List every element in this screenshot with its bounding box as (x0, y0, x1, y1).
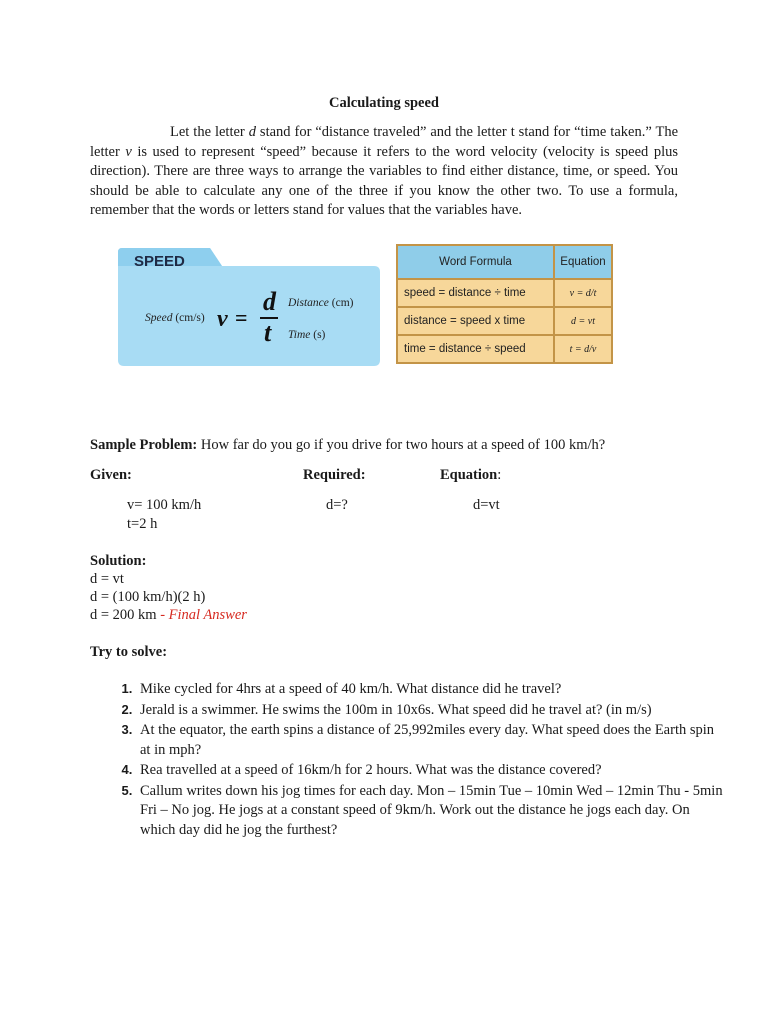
speed-label: Speed (145, 312, 173, 324)
page-title: Calculating speed (329, 95, 439, 111)
symbol-d: d (263, 287, 276, 316)
given-time: t=2 h (127, 516, 158, 532)
table-row (397, 307, 612, 335)
sample-question: How far do you go if you drive for two hours at a speed of 100 km/h? (197, 437, 606, 453)
equation-value: d=vt (473, 497, 500, 513)
required-value: d=? (326, 497, 348, 513)
solution-label: Solution: (90, 553, 147, 569)
card-heading: SPEED (134, 253, 185, 270)
time-unit: (s) (313, 329, 326, 341)
intro-text-1: Let the letter (170, 124, 249, 140)
intro-text-2: stand for “distance traveled” and the letter t stand for “time taken.” The letter (90, 124, 679, 160)
equation-label: Equation (440, 467, 498, 483)
var-v: v (125, 143, 132, 160)
word-formula-cell: distance = speed x time (397, 307, 554, 335)
table-row (397, 279, 612, 307)
equation-colon: : (497, 467, 502, 483)
svg-text:Time (s) (288, 329, 326, 341)
solution-step-3 (90, 607, 247, 624)
svg-text:Speed (cm/s) (145, 312, 205, 324)
speed-formula-card (118, 248, 380, 366)
solution-answer: d = 200 km (90, 607, 161, 623)
equation-heading (440, 467, 501, 484)
list-item: 5. Callum writes down his jog times for each day. Mon – 15min Tue – 10min Wed – 12min Thu - 5min Fri – No jog. He jogs at a constant speed of 9km/h. Work out the distance he jogs each day. On which day did he jog the furthest? (136, 781, 726, 841)
table-row (397, 335, 612, 363)
header-word-formula: Word Formula (397, 245, 554, 279)
word-formula-cell: time = distance ÷ speed (397, 335, 554, 363)
var-d: d (248, 124, 256, 140)
given-velocity: v= 100 km/h (127, 497, 202, 513)
formula-table (396, 244, 613, 364)
equation-cell: v = d/t (554, 279, 612, 307)
intro-text-3: is used to represent “speed” because it refers to the word velocity (velocity is speed plus direction). There are three ways to arrange the variables to find either distance, time, or speed. You should be able to calculate any one of the three if you know the other two. To use a formula, remember that the words or letters stand for values that the variables have. (90, 143, 678, 218)
list-item: 4. Rea travelled at a speed of 16km/h for 2 hours. What was the distance covered? (136, 760, 726, 781)
sample-label: Sample Problem: (90, 437, 198, 453)
solution-step-1: d = vt (90, 571, 124, 587)
distance-unit: (cm) (331, 297, 354, 309)
word-formula-cell: speed = distance ÷ time (397, 279, 554, 307)
given-label: Given: (90, 467, 132, 483)
sample-problem (90, 437, 605, 454)
time-label: Time (288, 329, 311, 341)
intro-paragraph (90, 123, 678, 221)
try-label: Try to solve: (90, 644, 168, 660)
distance-label: Distance (288, 297, 329, 309)
symbol-t: t (264, 318, 272, 347)
list-item: 2. Jerald is a swimmer. He swims the 100m in 10x6s. What speed did he travel at? (in m/s) (136, 700, 726, 721)
svg-text:Distance (cm) (287, 297, 354, 309)
list-item: 1. Mike cycled for 4hrs at a speed of 40 km/h. What distance did he travel? (136, 679, 726, 700)
equation-cell: t = d/v (554, 335, 612, 363)
problem-list (90, 679, 726, 840)
equation-cell: d = vt (554, 307, 612, 335)
final-answer-note: - Final Answer (160, 607, 247, 623)
speed-unit: (cm/s) (175, 312, 205, 324)
required-label: Required: (303, 467, 366, 483)
symbol-v: v (217, 306, 228, 332)
header-equation: Equation (554, 245, 612, 279)
list-item: 3. At the equator, the earth spins a distance of 25,992miles every day. What speed does the Earth spin at in mph? (136, 720, 726, 760)
solution-step-2: d = (100 km/h)(2 h) (90, 589, 206, 605)
symbol-equals: = (235, 305, 248, 330)
